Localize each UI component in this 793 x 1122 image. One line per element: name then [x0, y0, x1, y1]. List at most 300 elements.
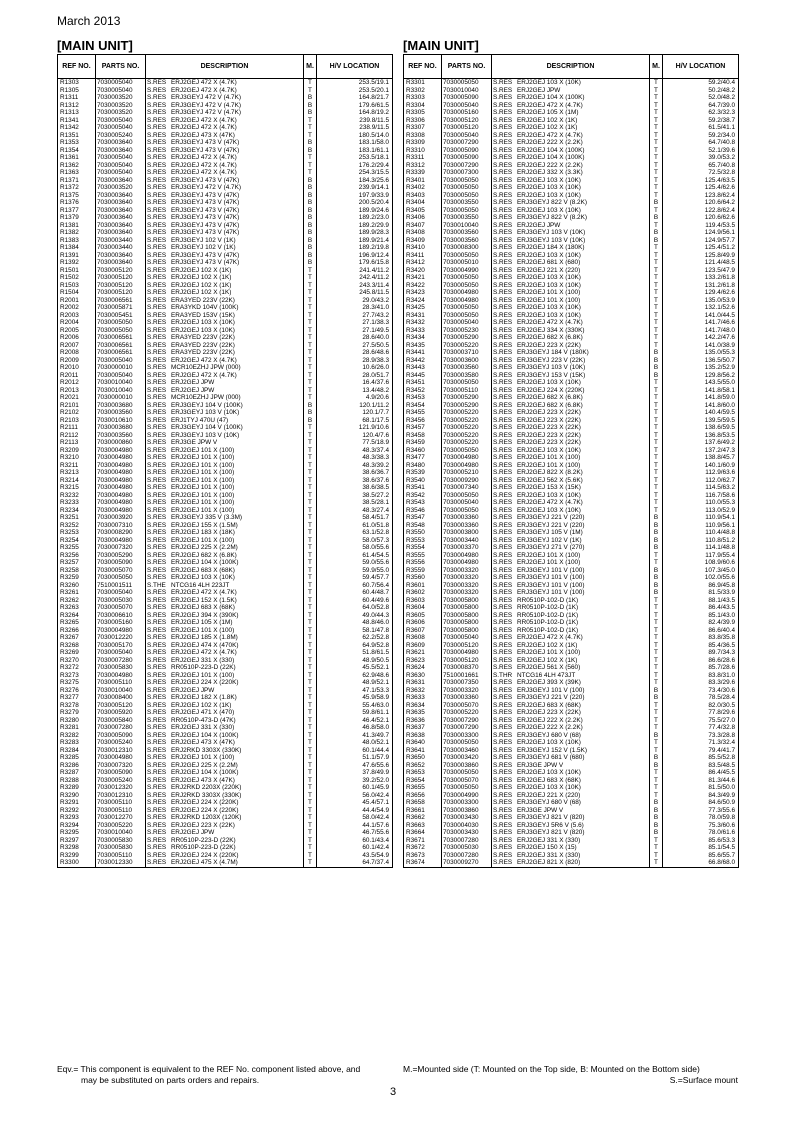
part-description: ERJ2GEJ 101 X (100)	[517, 551, 581, 559]
table-row	[58, 229, 393, 237]
hv-location: 61.0/51.8	[317, 522, 393, 530]
ref-no: R3270	[58, 657, 96, 665]
parts-no: 7030004980	[96, 672, 146, 680]
mount-side: T	[650, 102, 663, 110]
part-description: ERJ3GEYJ 821 V (820)	[517, 814, 585, 821]
part-type: S.RES	[493, 221, 513, 229]
description	[146, 559, 304, 567]
part-type: S.RES	[493, 116, 513, 124]
mount-side: T	[304, 807, 317, 815]
ref-no: R3259	[58, 574, 96, 582]
hv-location: 112.9/63.6	[663, 469, 739, 477]
description	[492, 349, 650, 357]
parts-no: 7030005040	[96, 79, 146, 87]
table-row	[404, 567, 739, 575]
table-row	[58, 739, 393, 747]
part-type: S.RES	[493, 206, 513, 214]
table-row	[404, 102, 739, 110]
hv-location: 58.0/57.3	[317, 537, 393, 545]
hv-location: 189.9/21.4	[317, 237, 393, 245]
table-row	[58, 394, 393, 402]
part-type: S.RES	[493, 326, 513, 334]
ref-no: R3407	[404, 222, 442, 230]
part-type: S.RES	[147, 379, 167, 386]
table-row	[58, 402, 393, 410]
part-type: S.RES	[493, 506, 513, 514]
ref-no: R3637	[404, 724, 442, 732]
table-row	[58, 259, 393, 267]
parts-no: 7030004980	[442, 462, 492, 470]
mount-side: B	[304, 402, 317, 410]
part-description: MCR10EZHJ JPW (000)	[171, 364, 241, 371]
part-description: ERJ2GEJ 184 X (180K)	[517, 244, 585, 251]
part-description: ERJ3GEYJ 473 V (47K)	[171, 259, 240, 266]
part-type: S.RES	[493, 791, 513, 799]
part-description: ERJ2GEJ 104 X (100K)	[517, 146, 585, 154]
part-type: S.RES	[493, 859, 513, 866]
hv-location: 189.2/19.8	[317, 244, 393, 252]
mount-side: T	[650, 282, 663, 290]
parts-no: 7030005050	[442, 184, 492, 192]
parts-no: 7030000010	[96, 394, 146, 402]
hv-location: 141.8/59.0	[663, 394, 739, 402]
parts-no: 7030006561	[96, 342, 146, 350]
mount-side: T	[650, 319, 663, 327]
parts-no: 7030003560	[96, 432, 146, 440]
mount-side: T	[304, 619, 317, 627]
description	[492, 462, 650, 470]
mount-side: B	[650, 199, 663, 207]
table-row	[404, 379, 739, 387]
part-type: S.RES	[147, 746, 167, 754]
part-type: S.RES	[147, 611, 167, 619]
hv-location: 180.5/14.0	[317, 132, 393, 140]
ref-no: R3265	[58, 619, 96, 627]
part-description: ERJ2GEJ 223 X (22K)	[517, 416, 581, 424]
mount-side: T	[304, 589, 317, 597]
part-description: ERJ3GEYJ 221 V (220)	[517, 514, 585, 521]
parts-no: 7030005920	[96, 709, 146, 717]
mount-side: T	[650, 447, 663, 455]
mount-side: T	[304, 859, 317, 867]
part-description: ERJ2GEJ 331 X (330)	[171, 656, 235, 664]
mount-side: T	[650, 724, 663, 732]
parts-no: 7030007290	[442, 717, 492, 725]
ref-no: R3671	[404, 837, 442, 845]
part-type: S.RES	[147, 484, 167, 491]
ref-no: R3662	[404, 814, 442, 822]
ref-no: R3674	[404, 859, 442, 867]
description	[146, 244, 304, 252]
mount-side: T	[650, 784, 663, 792]
parts-no: 7030005830	[96, 837, 146, 845]
ref-no: R1311	[58, 94, 96, 102]
hv-location: 238.9/11.5	[317, 124, 393, 132]
part-type: S.RES	[493, 289, 513, 296]
hv-location: 141.7/46.6	[663, 319, 739, 327]
hv-location: 44.4/54.9	[317, 807, 393, 815]
part-type: S.RES	[493, 109, 513, 116]
mount-side: T	[304, 724, 317, 732]
hv-location: 59.4/57.7	[317, 574, 393, 582]
parts-no: 7030004990	[442, 267, 492, 275]
mount-side: B	[650, 529, 663, 537]
part-description: ERJ2GEJ 152 X (1.5K)	[171, 596, 237, 604]
part-description: ERJ2GEJ 101 X (100)	[171, 671, 235, 679]
description	[492, 454, 650, 462]
part-type: S.RES	[493, 371, 513, 379]
parts-no: 7030006561	[96, 349, 146, 357]
parts-no: 7030008290	[96, 529, 146, 537]
hv-location: 136.8/53.5	[663, 432, 739, 440]
table-row	[58, 552, 393, 560]
parts-no: 7030004980	[96, 492, 146, 500]
description	[492, 252, 650, 260]
hv-location: 73.4/30.6	[663, 687, 739, 695]
ref-no: R3433	[404, 327, 442, 335]
hv-location: 116.7/58.6	[663, 492, 739, 500]
hv-location: 85.6/53.3	[663, 837, 739, 845]
part-type: S.RES	[147, 229, 167, 236]
mount-side: B	[650, 582, 663, 590]
mount-side: T	[304, 537, 317, 545]
description	[146, 357, 304, 365]
hv-location: 124.9/57.7	[663, 237, 739, 245]
ref-no: R1362	[58, 162, 96, 170]
parts-no: 7030012310	[96, 747, 146, 755]
mount-side: T	[650, 222, 663, 230]
hv-location: 141.8/60.0	[663, 402, 739, 410]
hv-location: 125.8/49.9	[663, 252, 739, 260]
part-type: S.RES	[147, 124, 167, 131]
part-description: ERJ2GEJ JPW	[171, 379, 215, 386]
ref-no: R3672	[404, 844, 442, 852]
part-description: ERJ3GEYJ 152 V (1.5K)	[517, 746, 587, 754]
mount-side: T	[304, 814, 317, 822]
part-description: ERJ2GEJ 222 X (2.2K)	[517, 716, 583, 724]
part-description: ERJ2GEJ 223 X (22K)	[517, 709, 581, 716]
description	[146, 597, 304, 605]
part-type: S.RES	[493, 851, 513, 859]
part-type: S.RES	[493, 754, 513, 761]
col-location: H/V LOCATION	[663, 55, 739, 79]
description	[492, 499, 650, 507]
ref-no: R3435	[404, 342, 442, 350]
table-row	[58, 124, 393, 132]
mount-side: B	[304, 147, 317, 155]
ref-no: R3443	[404, 364, 442, 372]
parts-no: 7030003680	[96, 424, 146, 432]
hv-location: 60.1/45.9	[317, 784, 393, 792]
hv-location: 83.8/31.0	[663, 672, 739, 680]
hv-location: 85.6/55.7	[663, 852, 739, 860]
mount-side: B	[650, 357, 663, 365]
part-type: S.RES	[147, 491, 167, 499]
part-description: ERJ2GEJ 471 X (470)	[171, 709, 235, 716]
mount-side: T	[650, 109, 663, 117]
mount-side: T	[650, 169, 663, 177]
parts-no: 7030005871	[96, 304, 146, 312]
mount-side: T	[304, 634, 317, 642]
parts-no: 7030005800	[442, 627, 492, 635]
hv-location: 197.9/33.9	[317, 192, 393, 200]
table-row	[58, 469, 393, 477]
col-m: M.	[650, 55, 663, 79]
table-row	[404, 297, 739, 305]
ref-no: R3553	[404, 537, 442, 545]
table-row	[404, 754, 739, 762]
description	[492, 507, 650, 515]
part-description: ERJ2GEJ 101 X (100)	[517, 461, 581, 469]
mount-side: T	[304, 679, 317, 687]
mount-side: T	[650, 267, 663, 275]
mount-side: T	[650, 672, 663, 680]
part-type: S.RES	[147, 739, 167, 746]
mount-side: T	[304, 604, 317, 612]
mount-side: T	[650, 252, 663, 260]
part-description: ERJ3GEYJ 680 V (68)	[517, 731, 581, 739]
part-description: ERJ3GEYJ 101 V (100)	[517, 574, 585, 581]
part-description: ERJ3GEYJ 104 V (100K)	[171, 401, 243, 409]
part-type: S.RES	[493, 731, 513, 739]
mount-side: T	[304, 747, 317, 755]
table-row	[58, 274, 393, 282]
mount-side: T	[650, 162, 663, 170]
ref-no: R3656	[404, 792, 442, 800]
part-type: S.RES	[493, 821, 513, 829]
ref-no: R3302	[404, 87, 442, 95]
table-row	[404, 334, 739, 342]
ref-no: R2103	[58, 417, 96, 425]
description	[492, 537, 650, 545]
table-row	[58, 177, 393, 185]
table-row	[58, 379, 393, 387]
parts-no: 7030003440	[96, 237, 146, 245]
description	[492, 79, 650, 87]
table-row	[58, 117, 393, 125]
part-description: ERJ2GEJ 472 X (4.7K)	[517, 319, 583, 326]
description	[146, 394, 304, 402]
part-type: S.RES	[147, 634, 167, 641]
ref-no: R3454	[404, 402, 442, 410]
hv-location: 59.2/34.0	[663, 132, 739, 140]
description	[146, 147, 304, 155]
hv-location: 60.4/49.6	[317, 597, 393, 605]
part-type: S.RES	[147, 604, 167, 611]
hv-location: 200.5/20.4	[317, 199, 393, 207]
parts-no: 7030005120	[96, 282, 146, 290]
mount-side: B	[650, 574, 663, 582]
table-row	[58, 499, 393, 507]
parts-no: 7030005050	[442, 252, 492, 260]
part-type: S.RES	[147, 139, 167, 146]
description	[146, 462, 304, 470]
hv-location: 48.3/39.2	[317, 462, 393, 470]
table-row	[58, 792, 393, 800]
ref-no: R3655	[404, 784, 442, 792]
hv-location: 86.6/28.6	[663, 657, 739, 665]
parts-no: 7030005800	[442, 612, 492, 620]
part-type: S.RES	[493, 79, 513, 86]
parts-table	[57, 54, 393, 868]
part-description: ERA3YED 223V (22K)	[171, 334, 235, 341]
part-type: S.RES	[493, 229, 513, 236]
part-type: S.RES	[147, 709, 167, 716]
parts-no: 7030003520	[96, 109, 146, 117]
description	[146, 732, 304, 740]
parts-no: 7030005210	[442, 469, 492, 477]
hv-location: 124.9/56.1	[663, 229, 739, 237]
table-row	[404, 214, 739, 222]
table-row	[58, 94, 393, 102]
part-description: ERJ2GEJ 683 X (68K)	[517, 701, 581, 709]
ref-no: R3431	[404, 312, 442, 320]
hv-location: 59.8/61.1	[317, 709, 393, 717]
mount-side: T	[650, 619, 663, 627]
hv-location: 38.6/37.6	[317, 477, 393, 485]
part-type: S.RES	[493, 334, 513, 341]
mount-side: T	[304, 664, 317, 672]
part-description: ERJ2GEJ 472 X (4.7K)	[517, 499, 583, 506]
table-row	[404, 282, 739, 290]
part-description: ERJ2GEJ 473 X (47K)	[171, 776, 235, 784]
description	[146, 792, 304, 800]
part-description: ERJ3GEYJ 822 V (8.2K)	[517, 214, 587, 221]
ref-no: R1341	[58, 117, 96, 125]
description	[492, 642, 650, 650]
ref-no: R1391	[58, 252, 96, 260]
parts-no: 7030005220	[442, 409, 492, 417]
mount-side: T	[304, 784, 317, 792]
hv-location: 114.5/63.2	[663, 484, 739, 492]
table-row	[404, 619, 739, 627]
mount-side: B	[304, 214, 317, 222]
mount-side: T	[304, 469, 317, 477]
table-row	[404, 747, 739, 755]
mount-side: T	[304, 87, 317, 95]
part-description: ERJ2GEJ 101 X (100)	[171, 491, 235, 499]
hv-location: 55.4/63.0	[317, 702, 393, 710]
part-description: ERJ2GEJ 101 X (100)	[517, 559, 581, 566]
hv-location: 51.1/57.9	[317, 754, 393, 762]
ref-no: R3432	[404, 319, 442, 327]
mount-side: T	[304, 777, 317, 785]
hv-location: 58.1/47.8	[317, 627, 393, 635]
ref-no: R3456	[404, 417, 442, 425]
part-type: S.RES	[493, 686, 513, 694]
part-type: S.RES	[147, 529, 167, 536]
table-row	[58, 537, 393, 545]
parts-no: 7030004980	[442, 297, 492, 305]
hv-location: 176.2/29.4	[317, 162, 393, 170]
hv-location: 241.4/11.2	[317, 267, 393, 275]
table-row	[404, 829, 739, 837]
description	[492, 582, 650, 590]
parts-no: 7030003640	[96, 177, 146, 185]
part-description: ERJ2GEJ 682 X (6.8K)	[517, 401, 583, 409]
ref-no: R3256	[58, 552, 96, 560]
parts-no: 7030004980	[96, 469, 146, 477]
table-row	[58, 214, 393, 222]
parts-no: 7030004030	[442, 822, 492, 830]
part-description: ERJ2GEJ 682 X (6.8K)	[171, 551, 237, 559]
mount-side: T	[304, 574, 317, 582]
table-row	[58, 184, 393, 192]
table-row	[404, 79, 739, 87]
hv-location: 119.4/53.5	[663, 222, 739, 230]
part-type: S.RES	[147, 199, 167, 206]
table-row	[404, 507, 739, 515]
ref-no: R3411	[404, 252, 442, 260]
ref-no: R1379	[58, 214, 96, 222]
parts-no: 7030005050	[96, 574, 146, 582]
ref-no: R3405	[404, 207, 442, 215]
hv-location: 77.4/32.8	[663, 724, 739, 732]
ref-no: R2007	[58, 342, 96, 350]
table-row	[58, 709, 393, 717]
description	[146, 507, 304, 515]
ref-no: R3420	[404, 267, 442, 275]
part-description: ERJ2GEJ 331 X (330)	[171, 724, 235, 731]
mount-side: B	[650, 514, 663, 522]
parts-no: 7030005110	[96, 852, 146, 860]
part-description: ERJ2GEJ 474 X (470K)	[171, 641, 239, 649]
parts-no: 7030003640	[96, 252, 146, 260]
hv-location: 60.1/42.4	[317, 844, 393, 852]
part-type: S.RES	[493, 131, 513, 139]
table-row	[58, 139, 393, 147]
hv-location: 46.7/55.6	[317, 829, 393, 837]
part-description: ERJ2GEJ 103 X (10K)	[517, 184, 581, 191]
part-description: ERJ2GEJ 224 X (220K)	[171, 679, 239, 686]
parts-no: 7030005120	[96, 274, 146, 282]
part-description: ERJ2GEJ 221 X (220)	[517, 791, 581, 799]
part-type: S.RES	[493, 679, 513, 686]
description	[492, 94, 650, 102]
mount-side: T	[650, 792, 663, 800]
part-description: ERJ3GEYJ 473 V (47K)	[171, 176, 240, 184]
part-type: S.RES	[493, 709, 513, 716]
table-row	[58, 282, 393, 290]
hv-location: 64.0/52.8	[317, 604, 393, 612]
description	[492, 552, 650, 560]
hv-location: 38.6/36.7	[317, 469, 393, 477]
description	[146, 844, 304, 852]
hv-location: 58.4/51.7	[317, 514, 393, 522]
table-row	[404, 387, 739, 395]
part-type: S.RES	[493, 746, 513, 754]
part-type: S.RES	[493, 739, 513, 746]
mount-side: T	[304, 529, 317, 537]
parts-no: 7030005070	[442, 777, 492, 785]
table-row	[58, 102, 393, 110]
part-description: ERJ2GEJ 224 X (220K)	[171, 799, 239, 806]
part-description: ERJ2GEJ 472 X (4.7K)	[171, 589, 237, 596]
hv-location: 41.3/49.7	[317, 732, 393, 740]
description	[146, 537, 304, 545]
part-type: S.RES	[493, 461, 513, 469]
page-date: March 2013	[57, 14, 121, 28]
table-row	[404, 784, 739, 792]
part-description: ERJ3GEYJ 821 V (820)	[517, 829, 585, 836]
ref-no: R3305	[404, 109, 442, 117]
parts-no: 7030006610	[96, 612, 146, 620]
hv-location: 58.0/55.6	[317, 544, 393, 552]
ref-no: R3266	[58, 627, 96, 635]
hv-location: 137.6/49.2	[663, 439, 739, 447]
parts-no: 7030005220	[442, 417, 492, 425]
part-description: ERJ2GEJ 562 X (5.6K)	[517, 476, 583, 484]
